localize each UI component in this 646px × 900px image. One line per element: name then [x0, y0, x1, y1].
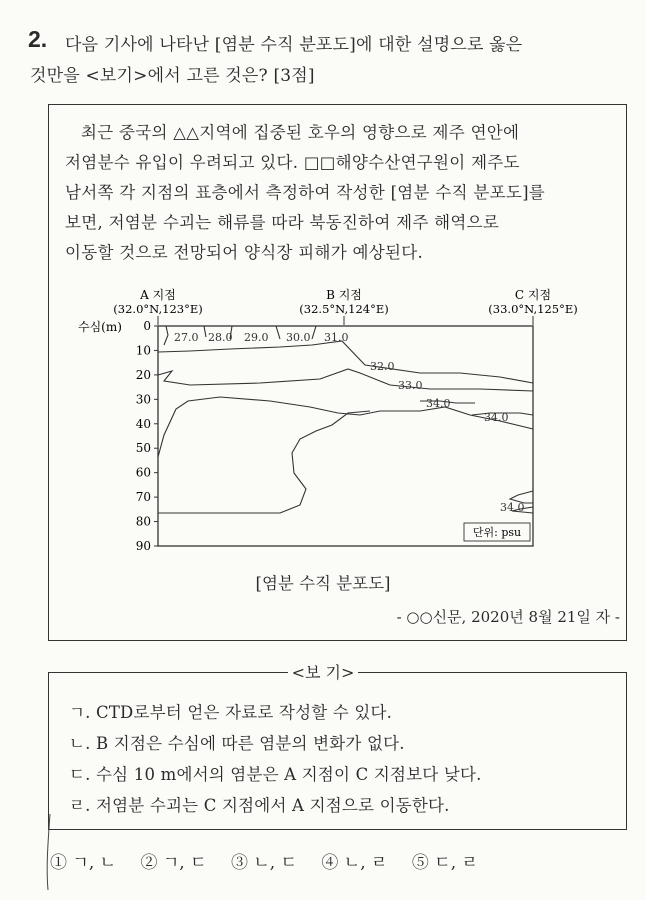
isohaline-label: 29.0: [244, 331, 269, 344]
isohaline-27: [164, 326, 168, 345]
isohaline-33: [158, 369, 533, 391]
y-ticks: [136, 319, 158, 553]
bogi-title: [0, 660, 646, 683]
station-c-name: C 지점: [514, 288, 552, 302]
y-tick-label: 90: [135, 539, 151, 553]
y-tick-label: 40: [135, 416, 151, 431]
y-tick-label: 20: [135, 367, 151, 382]
choice-4[interactable]: ④ ㄴ, ㄹ: [321, 853, 388, 873]
article-source: - ○○신문, 2020년 8월 21일 자 -: [396, 608, 620, 626]
bogi-item: ㄱ. CTD로부터 얻은 자료로 작성할 수 있다.: [69, 703, 393, 722]
isohaline-label: 34.0: [426, 397, 451, 410]
station-b-name: B 지점: [326, 288, 362, 302]
isohaline-label: 33.0: [398, 379, 423, 392]
station-a-coord: (32.0°N,123°E): [113, 302, 203, 316]
choice-3[interactable]: ③ ㄴ, ㄷ: [230, 853, 297, 873]
isohaline-label: 34.0: [484, 411, 509, 424]
bogi-item: ㄷ. 수심 10 m에서의 염분은 A 지점이 C 지점보다 낮다.: [69, 765, 482, 784]
y-tick-label: 0: [143, 319, 151, 333]
salinity-chart: [78, 285, 578, 565]
y-tick-label: 50: [135, 441, 151, 456]
isohaline-label: 30.0: [286, 331, 311, 344]
bogi-title-text: <보 기>: [288, 663, 359, 682]
chart-caption: [염분 수직 분포도]: [255, 574, 391, 593]
y-tick-label: 70: [135, 490, 151, 505]
y-tick-label: 30: [135, 392, 151, 407]
isohaline-28: [204, 326, 206, 337]
isohaline-31: [312, 326, 316, 339]
isohaline-label: 34.0: [500, 501, 525, 514]
station-b-coord: (32.5°N,124°E): [299, 302, 389, 316]
y-tick-label: 10: [135, 343, 151, 358]
isohaline-label: 32.0: [370, 360, 395, 373]
isohaline-label: 28.0: [208, 331, 233, 344]
choice-5[interactable]: ⑤ ㄷ, ㄹ: [411, 853, 478, 873]
y-tick-label: 60: [135, 465, 151, 480]
article-line: 최근 중국의 △△지역에 집중된 호우의 영향으로 제주 연안에: [81, 123, 520, 142]
choice-1[interactable]: ① ㄱ, ㄴ: [50, 853, 117, 873]
answer-choices: [50, 848, 497, 873]
question-text-line-1: 다음 기사에 나타난 [염분 수직 분포도]에 대한 설명으로 옳은: [65, 35, 523, 55]
y-tick-label: 80: [135, 514, 151, 529]
article-line: 이동할 것으로 전망되어 양식장 피해가 예상된다.: [65, 243, 424, 262]
y-axis-label: 수심(m): [78, 320, 122, 334]
choice-2[interactable]: ② ㄱ, ㄷ: [140, 853, 207, 873]
article-line: 남서쪽 각 지점의 표층에서 측정하여 작성한 [염분 수직 분포도]를: [65, 183, 546, 202]
isohalines: [158, 326, 533, 513]
station-a-name: A 지점: [140, 288, 176, 302]
isohaline-label: 31.0: [324, 331, 349, 344]
chart-svg: [78, 285, 578, 565]
article-line: 저염분수 유입이 우려되고 있다. □□해양수산연구원이 제주도: [65, 153, 520, 172]
bogi-box: [48, 672, 627, 830]
question-number: 2.: [28, 26, 48, 52]
isohaline-34-inner: [158, 411, 370, 513]
article-line: 보면, 저염분 수괴는 해류를 따라 북동진하여 제주 해역으로: [65, 213, 500, 232]
bogi-item: ㄹ. 저염분 수괴는 C 지점에서 A 지점으로 이동한다.: [69, 796, 450, 815]
isohaline-30: [276, 326, 280, 339]
isohaline-34-upper: [158, 397, 533, 457]
isohaline-32: [158, 341, 533, 383]
unit-label: 단위: psu: [472, 526, 522, 539]
station-c-coord: (33.0°N,125°E): [488, 302, 578, 316]
question-text-line-2: 것만을 <보기>에서 고른 것은? [3점]: [30, 66, 315, 86]
bogi-item: ㄴ. B 지점은 수심에 따른 염분의 변화가 없다.: [69, 734, 405, 753]
isohaline-label: 27.0: [174, 331, 199, 344]
